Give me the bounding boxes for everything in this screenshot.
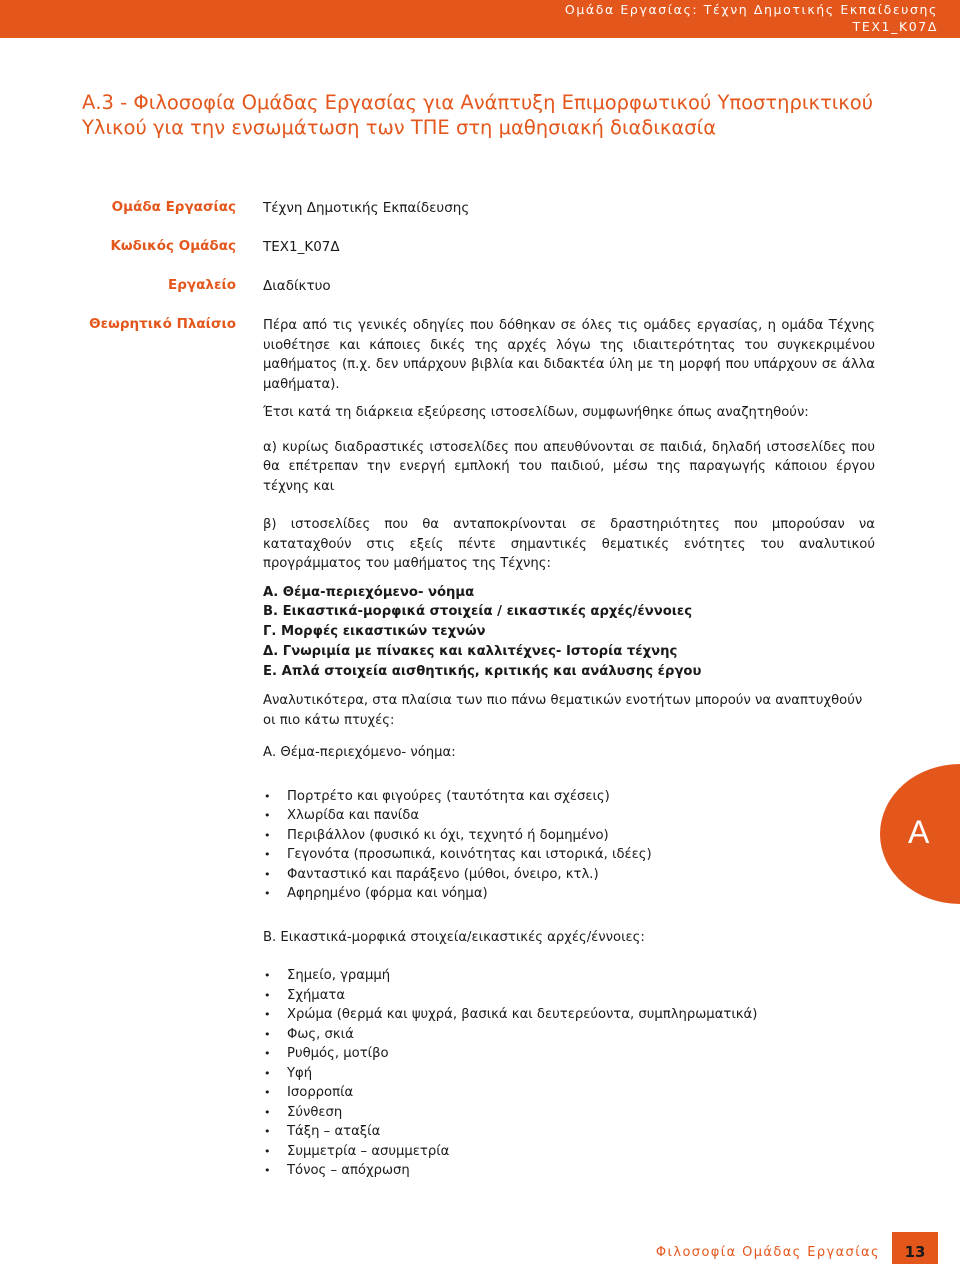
bullet-icon: • <box>264 1047 271 1061</box>
list-item: • Φανταστικό και παράξενο (μύθοι, όνειρο, κτλ.) <box>263 865 875 885</box>
list-item: • Τόνος – απόχρωση <box>263 1161 875 1181</box>
list-item: • Σημείο, γραμμή <box>263 966 875 986</box>
bullet-icon: • <box>264 789 271 803</box>
section-tab-letter: Α <box>908 814 930 850</box>
bullet-icon: • <box>264 1027 271 1041</box>
list-item: • Συμμετρία – ασυμμετρία <box>263 1142 875 1162</box>
list-item: • Ρυθμός, μοτίβο <box>263 1044 875 1064</box>
thematic-unit-item: Β. Εικαστικά-μορφικά στοιχεία / εικαστικές αρχές/έννοιες <box>263 604 693 620</box>
group-value: Τέχνη Δημοτικής Εκπαίδευσης <box>263 200 470 216</box>
footer-section-title: Φιλοσοφία Ομάδας Εργασίας <box>655 1245 880 1260</box>
bullet-icon: • <box>264 1086 271 1100</box>
subsection-a-list <box>263 787 875 904</box>
list-item: • Περιβάλλον (φυσικό κι όχι, τεχνητό ή δομημένο) <box>263 826 875 846</box>
bullet-icon: • <box>264 1066 271 1080</box>
bullet-icon: • <box>264 1164 271 1178</box>
header-group-title: Ομάδα Εργασίας: Τέχνη Δημοτικής Εκπαίδευσης <box>564 2 938 17</box>
list-item: • Πορτρέτο και φιγούρες (ταυτότητα και σχέσεις) <box>263 787 875 807</box>
subsection-a-heading: Α. Θέμα-περιεχόμενο- νόημα: <box>263 745 456 761</box>
list-item: • Αφηρημένο (φόρμα και νόημα) <box>263 884 875 904</box>
thematic-unit-item: Ε. Απλά στοιχεία αισθητικής, κριτικής και ανάλυσης έργου <box>263 663 702 679</box>
intro-paragraph: Πέρα από τις γενικές οδηγίες που δόθηκαν σε όλες τις ομάδες εργασίας, η ομάδα Τέχνης υιοθέτησε και κάποιες δικές της αρχές λόγω της ιδιαιτερότητας του συγκεκριμένου μαθήματος (π.χ. δεν υπάρχουν βιβλία και διδακτέα ύλη με τη μορφή που υπάρχουν σε άλλα μαθήματα). <box>263 318 875 392</box>
group-label: Ομάδα Εργασίας <box>111 199 236 215</box>
search-criteria-paragraph: Έτσι κατά τη διάρκεια εξεύρεσης ιστοσελίδων, συμφωνήθηκε όπως αναζητηθούν: <box>263 405 809 420</box>
list-item: • Σχήματα <box>263 986 875 1006</box>
thematic-unit-item: Δ. Γνωριμία με πίνακες και καλλιτέχνες- Ιστορία τέχνης <box>263 643 678 659</box>
criterion-b-paragraph: β) ιστοσελίδες που θα ανταποκρίνονται σε δραστηριότητες που μπορούσαν να καταταχθούν στις εξείς πέντε σημαντικές θεματικές ενότητες του αναλυτικού προγράμματος του μαθήματος της Τέχνης: <box>263 517 875 571</box>
framework-label: Θεωρητικό Πλαίσιο <box>89 316 236 332</box>
header-bar <box>0 0 960 38</box>
section-tab <box>880 764 960 904</box>
header-group-code: ΤΕΧ1_Κ07Δ <box>852 19 938 34</box>
code-value: ΤΕΧ1_Κ07Δ <box>263 239 340 255</box>
tool-value: Διαδίκτυο <box>263 278 331 294</box>
bullet-icon: • <box>264 828 271 842</box>
page-title: Α.3 - Φιλοσοφία Ομάδας Εργασίας για Ανάπτυξη Επιμορφωτικού Υποστηρικτικού Υλικού για την ενσωμάτωση των ΤΠΕ στη μαθησιακή διαδικασία <box>82 91 874 139</box>
bullet-icon: • <box>264 1125 271 1139</box>
list-item: • Τάξη – αταξία <box>263 1122 875 1142</box>
page-number: 13 <box>892 1232 938 1264</box>
bullet-icon: • <box>264 809 271 823</box>
list-item: • Υφή <box>263 1064 875 1084</box>
list-item: • Σύνθεση <box>263 1103 875 1123</box>
bullet-icon: • <box>264 988 271 1002</box>
aspects-paragraph: Αναλυτικότερα, στα πλαίσια των πιο πάνω θεματικών ενοτήτων μπορούν να αναπτυχθούν οι πιο κάτω πτυχές: <box>263 693 863 728</box>
thematic-unit-item: Α. Θέμα-περιεχόμενο- νόημα <box>263 584 475 600</box>
bullet-icon: • <box>264 887 271 901</box>
list-item: • Γεγονότα (προσωπικά, κοινότητας και ιστορικά, ιδέες) <box>263 845 875 865</box>
list-item: • Ισορροπία <box>263 1083 875 1103</box>
tool-label: Εργαλείο <box>168 277 236 293</box>
bullet-icon: • <box>264 969 271 983</box>
bullet-icon: • <box>264 1105 271 1119</box>
subsection-b-heading: Β. Εικαστικά-μορφικά στοιχεία/εικαστικές αρχές/έννοιες: <box>263 929 645 945</box>
bullet-icon: • <box>264 1144 271 1158</box>
bullet-icon: • <box>264 1008 271 1022</box>
list-item: • Χλωρίδα και πανίδα <box>263 806 875 826</box>
criterion-a-paragraph: α) κυρίως διαδραστικές ιστοσελίδες που απευθύνονται σε παιδιά, δηλαδή ιστοσελίδες που θα επέτρεπαν την ενεργή εμπλοκή του παιδιού, μέσω της παραγωγής κάποιου έργου τέχνης και <box>263 439 875 494</box>
framework-content <box>263 316 875 1181</box>
list-item: • Φως, σκιά <box>263 1025 875 1045</box>
thematic-units-list <box>263 583 875 682</box>
code-label: Κωδικός Ομάδας <box>110 238 236 254</box>
list-item: • Χρώμα (θερμά και ψυχρά, βασικά και δευτερεύοντα, συμπληρωματικά) <box>263 1005 875 1025</box>
bullet-icon: • <box>264 848 271 862</box>
bullet-icon: • <box>264 867 271 881</box>
thematic-unit-item: Γ. Μορφές εικαστικών τεχνών <box>263 624 486 640</box>
subsection-b-list <box>263 966 875 1181</box>
